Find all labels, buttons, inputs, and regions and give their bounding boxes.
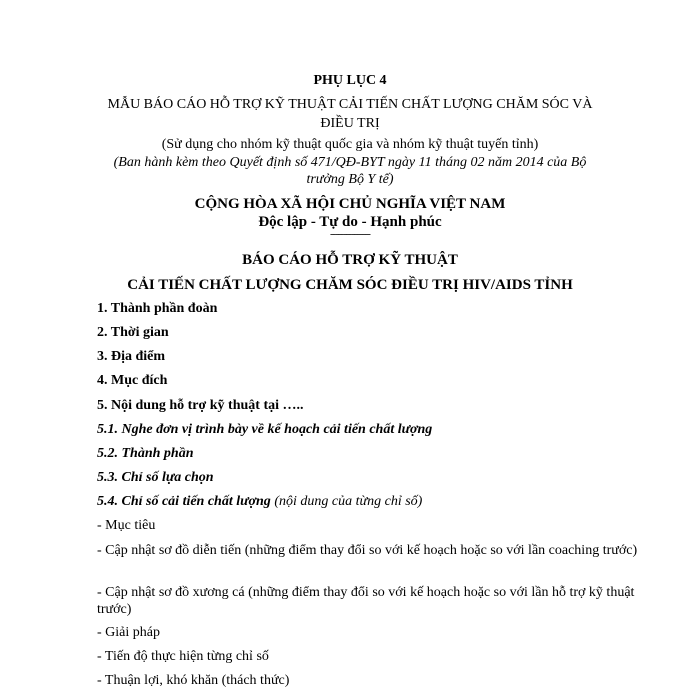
section-2: 2. Thời gian: [97, 325, 169, 340]
decision-note-line-1: (Ban hành kèm theo Quyết định số 471/QĐ-BYT ngày 11 tháng 02 năm 2014 của Bộ: [113, 155, 587, 170]
bullet-fishbone-diagram: - Cập nhật sơ đồ xương cá (những điểm thay đổi so với kế hoạch hoặc so với lần hỗ trợ kỹ thuật trước): [97, 585, 635, 617]
report-subtitle: CẢI TIẾN CHẤT LƯỢNG CHĂM SÓC ĐIỀU TRỊ HIV/AIDS TỈNH: [127, 277, 573, 293]
section-5-4-note: (nội dung của từng chỉ số): [270, 494, 423, 509]
section-5: 5. Nội dung hỗ trợ kỹ thuật tại …..: [97, 398, 304, 413]
appendix-heading: PHỤ LỤC 4: [313, 73, 387, 88]
section-1: 1. Thành phần đoàn: [97, 301, 218, 316]
national-title: CỘNG HÒA XÃ HỘI CHỦ NGHĨA VIỆT NAM: [194, 196, 506, 212]
bullet-solution: - Giải pháp: [97, 625, 160, 640]
section-5-4: [97, 494, 645, 510]
form-title-line-2: ĐIỀU TRỊ: [320, 116, 380, 131]
section-5-4-heading: 5.4. Chỉ số cải tiến chất lượng: [97, 494, 271, 509]
section-5-3: 5.3. Chỉ số lựa chọn: [97, 470, 214, 485]
bullet-objective: - Mục tiêu: [97, 518, 156, 533]
section-5-1: 5.1. Nghe đơn vị trình bày về kế hoạch cải tiến chất lượng: [97, 422, 433, 437]
national-motto: Độc lập - Tự do - Hạnh phúc: [258, 214, 442, 230]
decision-note-line-2: trưởng Bộ Y tế): [306, 172, 394, 187]
section-3: 3. Địa điểm: [97, 349, 166, 364]
bullet-implementation-progress: - Tiến độ thực hiện từng chỉ số: [97, 649, 269, 664]
report-title: BÁO CÁO HỖ TRỢ KỸ THUẬT: [242, 252, 458, 268]
section-4: 4. Mục đích: [97, 373, 168, 388]
bullet-progress-diagram: - Cập nhật sơ đồ diễn tiến (những điểm thay đổi so với kế hoạch hoặc so với lần coaching trước): [97, 543, 638, 558]
motto-divider: ---------------: [330, 228, 370, 240]
section-5-2: 5.2. Thành phần: [97, 446, 194, 461]
usage-note: (Sử dụng cho nhóm kỹ thuật quốc gia và nhóm kỹ thuật tuyến tỉnh): [161, 137, 539, 152]
form-title-line-1: MẪU BÁO CÁO HỖ TRỢ KỸ THUẬT CẢI TIẾN CHẤT LƯỢNG CHĂM SÓC VÀ: [107, 97, 593, 112]
bullet-advantages-difficulties: - Thuận lợi, khó khăn (thách thức): [97, 673, 290, 688]
